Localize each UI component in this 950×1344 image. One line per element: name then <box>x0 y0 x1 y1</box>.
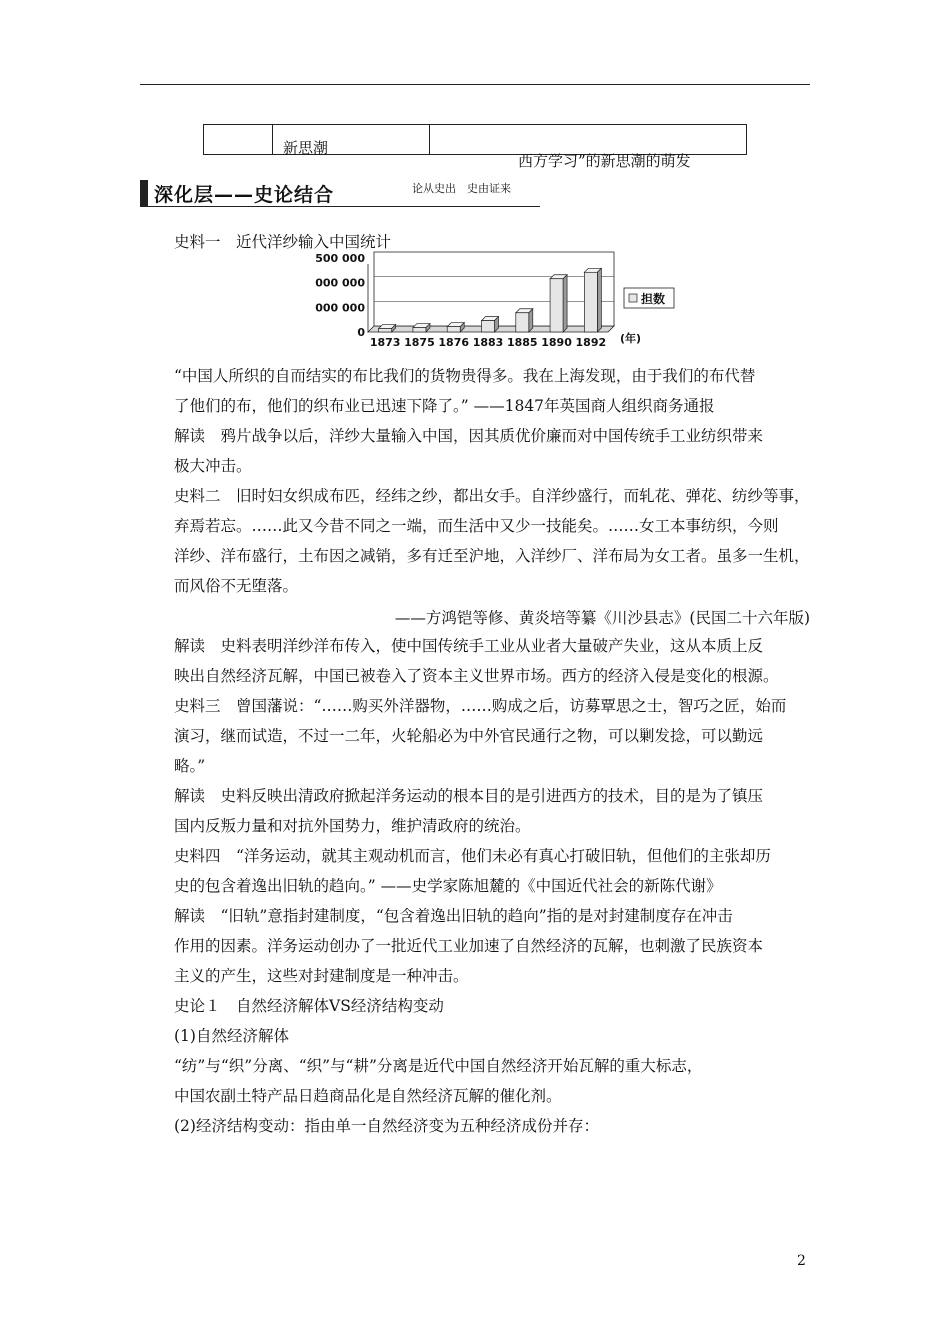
section-tag: 论从史出 史由证来 <box>412 182 511 195</box>
bar <box>482 321 495 332</box>
text-line: 映出自然经济瓦解，中国已被卷入了资本主义世界市场。西方的经济入侵是变化的根源。 <box>174 667 779 685</box>
text-line: 弃焉若忘。……此又今昔不同之一端，而生活中又少一技能矣。……女工本事纺织，今则 <box>174 517 779 535</box>
text-line: 国内反叛力量和对抗外国势力，维护清政府的统治。 <box>174 817 531 835</box>
section-title: 深化层——史论结合 <box>154 184 335 206</box>
text-line: 史论１ 自然经济解体VS经济结构变动 <box>174 997 444 1015</box>
x-unit-label: (年) <box>620 332 642 345</box>
x-tick-label: 1885 <box>506 336 538 349</box>
table-cell-text: 新思潮 <box>283 139 329 157</box>
table-overflow-text: 西方学习”的新思潮的萌发 <box>518 152 691 170</box>
x-tick-label: 1892 <box>575 336 607 349</box>
bar <box>516 313 529 332</box>
text-line: (1)自然经济解体 <box>174 1027 289 1045</box>
bar <box>413 328 426 332</box>
text-line: “纺”与“织”分离、“织”与“耕”分离是近代中国自然经济开始瓦解的重大标志， <box>174 1057 703 1075</box>
text-line: ——方鸿铠等修、黄炎培等纂《川沙县志》(民国二十六年版) <box>394 609 810 627</box>
text-line: 演习，继而试造，不过一二年，火轮船必为中外官民通行之物，可以剿发捻，可以勤远 <box>174 727 764 745</box>
text-line: (2)经济结构变动：指由单一自然经济变为五种经济成份并存： <box>174 1117 599 1135</box>
table-cell-empty <box>204 125 273 154</box>
text-line: 略。” <box>174 757 206 775</box>
bar <box>447 327 460 332</box>
y-tick-label: 000 000 <box>315 301 365 315</box>
y-tick-label: 000 000 <box>315 276 365 290</box>
text-line: 史料四 “洋务运动，就其主观动机而言，他们未必有真心打破旧轨，但他们的主张却历 <box>174 847 771 865</box>
text-line: 史料二 旧时妇女织成布匹，经纬之纱，都出女手。自洋纱盛行，而轧花、弹花、纺纱等事， <box>174 487 810 505</box>
text-line: 解读 史料反映出清政府掀起洋务运动的根本目的是引进西方的技术，目的是为了镇压 <box>174 787 764 805</box>
yarn-import-chart <box>300 250 680 356</box>
x-tick-label: 1876 <box>438 336 470 349</box>
page-number: 2 <box>797 1253 806 1269</box>
x-tick-label: 1875 <box>404 336 435 349</box>
bar-side <box>597 268 601 332</box>
text-line: 了他们的布，他们的织布业已迅速下降了。” ——1847年英国商人组织商务通报 <box>174 397 715 415</box>
text-line: 极大冲击。 <box>174 457 252 475</box>
table-cell <box>273 125 430 157</box>
x-tick-label: 1873 <box>369 336 401 349</box>
material-heading: 史料一 近代洋纱输入中国统计 <box>174 233 392 251</box>
text-line: 解读 鸦片战争以后，洋纱大量输入中国，因其质优价廉而对中国传统手工业纺织带来 <box>174 427 764 445</box>
text-line: 主义的产生，这些对封建制度是一种冲击。 <box>174 967 469 985</box>
text-line: 解读 “旧轨”意指封建制度，“包含着逸出旧轨的趋向”指的是对封建制度存在冲击 <box>174 907 733 925</box>
y-tick-label: 500 000 <box>315 252 365 265</box>
text-line: 而风俗不无堕落。 <box>174 577 299 595</box>
x-tick-label: 1883 <box>472 336 504 349</box>
legend-swatch <box>629 294 637 302</box>
bar <box>550 279 563 332</box>
chart-back-wall <box>374 252 614 326</box>
text-line: “中国人所织的自而结实的布比我们的货物贵得多。我在上海发现，由于我们的布代替 <box>174 367 756 385</box>
bar-side <box>529 309 533 332</box>
text-line: 作用的因素。洋务运动创办了一批近代工业加速了自然经济的瓦解，也刺激了民族资本 <box>174 937 764 955</box>
bar <box>584 272 597 332</box>
text-line: 史料三 曾国藩说：“……购买外洋器物，……购成之后，访募覃思之士，智巧之匠，始而 <box>174 697 787 715</box>
section-rule <box>140 206 540 207</box>
section-marker <box>140 180 148 206</box>
text-line: 中国农副土特产品日趋商品化是自然经济瓦解的催化剂。 <box>174 1087 562 1105</box>
legend-label: 担数 <box>641 292 666 306</box>
text-line: 史的包含着逸出旧轨的趋向。” ——史学家陈旭麓的《中国近代社会的新陈代谢》 <box>174 877 722 895</box>
text-line: 洋纱、洋布盛行，土布因之减销，多有迁至沪地，入洋纱厂、洋布局为女工者。虽多一生机， <box>174 547 810 565</box>
header-rule <box>140 84 810 85</box>
bar <box>379 329 392 332</box>
x-tick-label: 1890 <box>541 336 572 349</box>
bar-side <box>563 275 567 332</box>
y-tick-label: 0 <box>357 326 365 339</box>
text-line: 解读 史料表明洋纱洋布传入，使中国传统手工业从业者大量破产失业，这从本质上反 <box>174 637 764 655</box>
